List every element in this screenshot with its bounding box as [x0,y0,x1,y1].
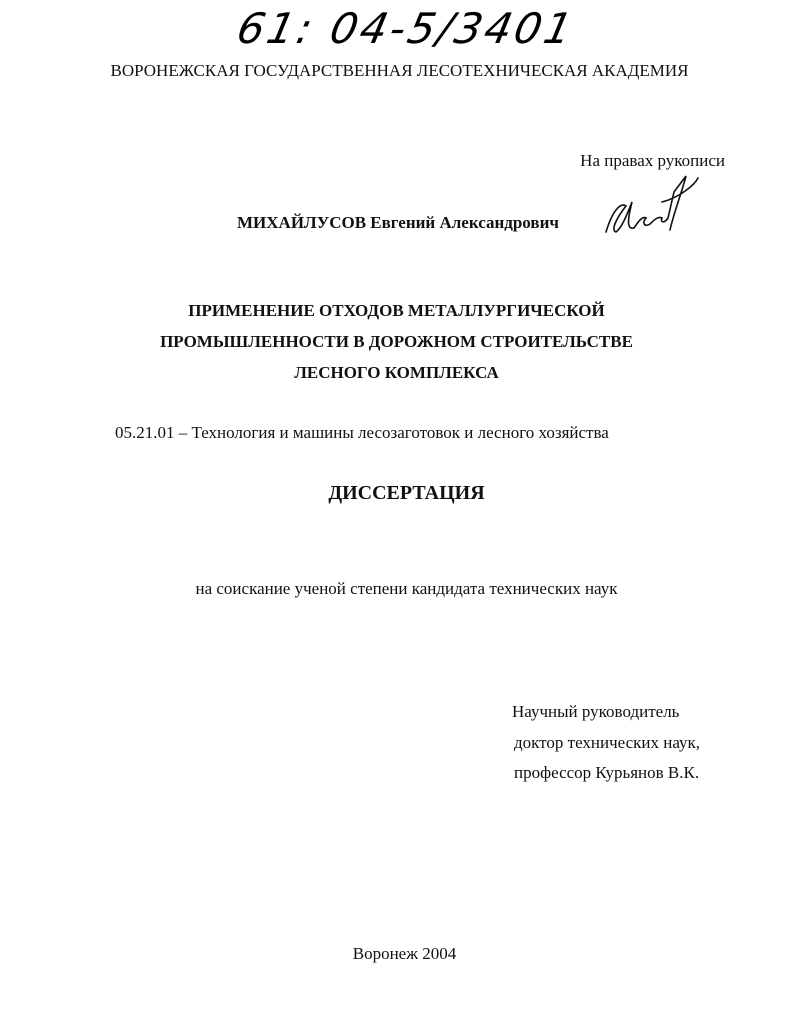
author-signature [598,172,708,242]
degree-sought: на соискание ученой степени кандидата технических наук [195,579,618,598]
specialty-code: 05.21.01 – Технология и машины лесозаготовок и лесного хозяйства [115,423,609,442]
title-line-1: ПРИМЕНЕНИЕ ОТХОДОВ МЕТАЛЛУРГИЧЕСКОЙ [188,301,605,320]
title-line-2: ПРОМЫШЛЕННОСТИ В ДОРОЖНОМ СТРОИТЕЛЬСТВЕ [160,332,633,351]
manuscript-rights-note: На правах рукописи [580,151,725,170]
supervisor-label: Научный руководитель [512,702,680,721]
supervisor-degree: доктор технических наук, [514,733,701,752]
title-line-3: ЛЕСНОГО КОМПЛЕКСА [294,363,499,382]
document-type: ДИССЕРТАЦИЯ [328,482,485,504]
author-name [237,213,559,233]
place-and-year: Воронеж 2004 [352,944,457,963]
author-surname: МИХАЙЛУСОВ [237,213,367,232]
institution-name: ВОРОНЕЖСКАЯ ГОСУДАРСТВЕННАЯ ЛЕСОТЕХНИЧЕСКАЯ АКАДЕМИЯ [110,61,689,80]
supervisor-name: профессор Курьянов В.К. [514,763,700,782]
author-given-names: Евгений Александрович [370,213,559,232]
handwritten-registration-number: 61: 04-5/3401 [232,4,580,53]
